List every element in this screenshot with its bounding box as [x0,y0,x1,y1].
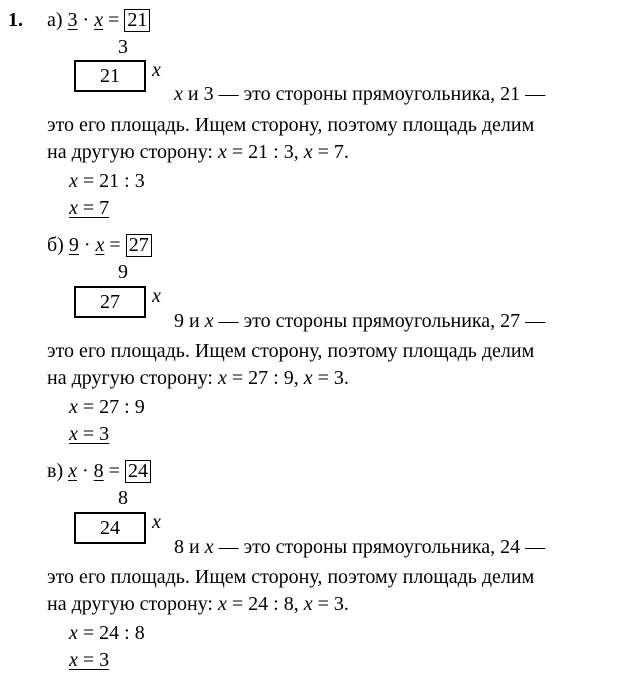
rectangle-area: 24 [74,512,146,544]
equals: = [109,234,121,256]
rectangle-area: 27 [74,286,146,318]
solution-line: x = 21 : 3 [69,170,145,192]
factor-b: 8 [93,460,104,482]
dot: · [83,234,91,256]
solution-line: x = 27 : 9 [69,396,145,418]
part-a-equation [47,8,150,32]
equals: = [108,9,120,31]
factor-a: x [68,460,77,482]
explanation-line-3: на другую сторону: x = 27 : 9, x = 3. [47,367,349,389]
factor-b: x [94,9,104,31]
rect-top-label: 9 [118,261,128,283]
part-label: в) [47,460,64,482]
product: 21 [124,9,150,32]
explanation-line-1: 9 и x — это стороны прямоугольника, 27 — [174,310,546,332]
rect-side-label: x [152,285,161,307]
factor-b: x [95,234,105,256]
explanation-line-2: это его площадь. Ищем сторону, поэтому площадь делим [47,114,535,136]
rect-top-label: 8 [118,487,128,509]
rect-side-label: x [152,511,161,533]
explanation-line-1: x и 3 — это стороны прямоугольника, 21 — [174,83,546,105]
product: 27 [126,234,152,257]
rect-top-label: 3 [118,36,128,58]
dot: · [82,9,90,31]
part-c-equation [47,459,151,483]
explanation-line-1: 8 и x — это стороны прямоугольника, 24 — [174,536,546,558]
rectangle-area: 21 [74,60,146,92]
factor-a: 9 [68,234,79,256]
task-number: 1. [8,9,23,31]
answer-line: x = 7 [69,197,110,219]
explanation-line-2: это его площадь. Ищем сторону, поэтому площадь делим [47,340,535,362]
answer-line: x = 3 [69,649,110,671]
solution-line: x = 24 : 8 [69,622,145,644]
part-label: а) [47,9,63,31]
explanation-line-3: на другую сторону: x = 21 : 3, x = 7. [47,141,349,163]
equals: = [108,460,120,482]
explanation-line-2: это его площадь. Ищем сторону, поэтому площадь делим [47,566,535,588]
factor-a: 3 [67,9,78,31]
answer-line: x = 3 [69,423,110,445]
rect-side-label: x [152,59,161,81]
part-label: б) [47,234,64,256]
explanation-line-3: на другую сторону: x = 24 : 8, x = 3. [47,593,349,615]
product: 24 [125,460,151,483]
dot: · [82,460,89,482]
part-b-equation [47,233,152,257]
